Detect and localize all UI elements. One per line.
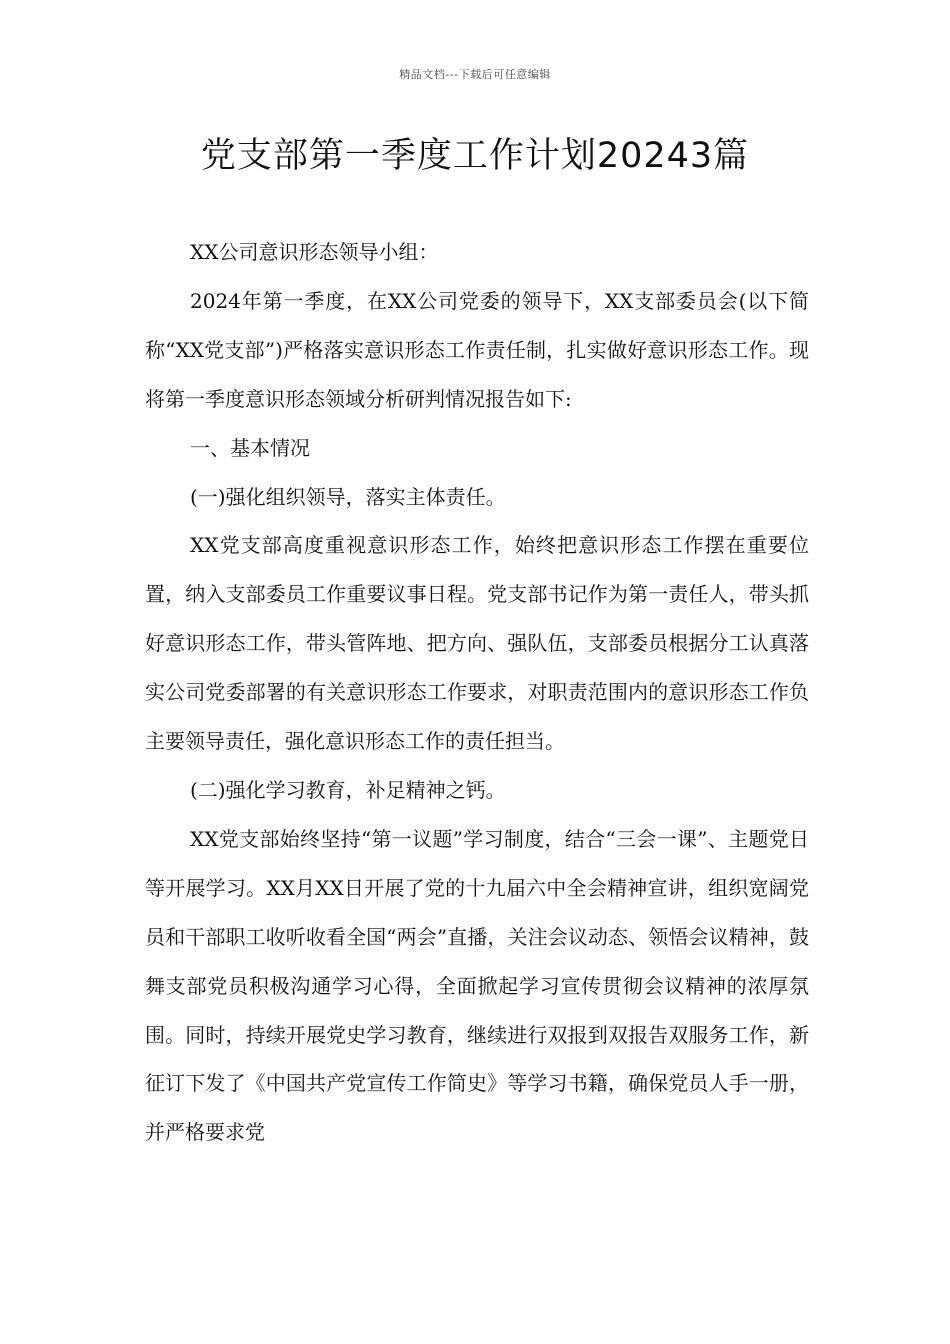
paragraph-organization-leadership: XX党支部高度重视意识形态工作，始终把意识形态工作摆在重要位置，纳入支部委员工作重要议事日程。党支部书记作为第一责任人，带头抓好意识形态工作，带头管阵地、把方向、强队伍，支部委员根据分工认真落实公司党委部署的有关意识形态工作要求，对职责范围内的意识形态工作负主要领导责任，强化意识形态工作的责任担当。 xyxy=(145,533,809,754)
section-heading-basic-situation: 一、基本情况 xyxy=(190,435,310,460)
header-note: 精品文档---下载后可任意编辑 xyxy=(399,68,551,81)
subheading-organization-leadership: (一)强化组织领导，落实主体责任。 xyxy=(190,484,506,509)
paragraph-study-education: XX党支部始终坚持“第一议题”学习制度，结合“三会一课”、主题党日等开展学习。XX月XX日开展了党的十九届六中全会精神宣讲，组织宽阔党员和干部职工收听收看全国“两会”直播，关注会议动态、领悟会议精神，鼓舞支部党员积极沟通学习心得，全面掀起学习宣传贯彻会议精神的浓厚氛围。同时，持续开展党史学习教育，继续进行双报到双报告双服务工作，新征订下发了《中国共产党宣传工作简史》等学习书籍，确保党员人手一册，并严格要求党 xyxy=(145,826,809,1145)
document-title: 党支部第一季度工作计划20243篇 xyxy=(200,136,750,176)
document-body xyxy=(145,228,809,1157)
subheading-study-education: (二)强化学习教育，补足精神之钙。 xyxy=(190,777,506,802)
paragraph-salutation: XX公司意识形态领导小组： xyxy=(190,240,439,264)
paragraph-intro: 2024年第一季度，在XX公司党委的领导下，XX支部委员会(以下简称“XX党支部”)严格落实意识形态工作责任制，扎实做好意识形态工作。现将第一季度意识形态领域分析研判情况报告如下: xyxy=(145,288,809,411)
